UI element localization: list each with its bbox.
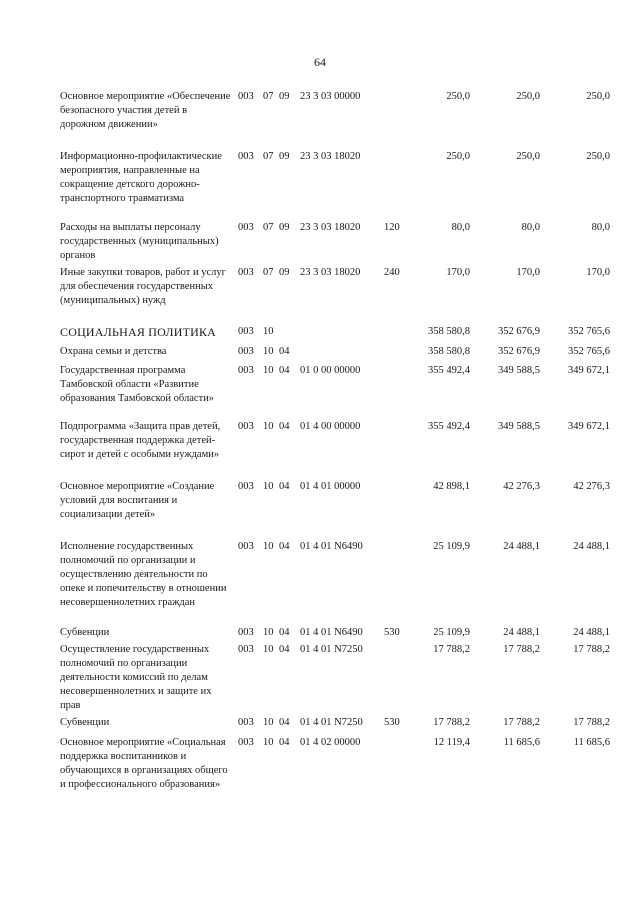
ministry-code: 003: [238, 346, 254, 357]
subsection-code: 04: [279, 346, 290, 357]
amount-year-1: 17 788,2: [433, 717, 470, 728]
amount-year-3: 349 672,1: [568, 421, 610, 432]
subsection-code: 09: [279, 267, 290, 278]
expense-type-code: 530: [384, 627, 400, 638]
row-name: СОЦИАЛЬНАЯ ПОЛИТИКА: [60, 325, 217, 339]
amount-year-1: 250,0: [446, 91, 470, 102]
target-article-code: 01 4 01 N6490: [300, 627, 363, 638]
ministry-code: 003: [238, 717, 254, 728]
ministry-code: 003: [238, 541, 254, 552]
amount-year-1: 355 492,4: [428, 365, 470, 376]
section-code: 10: [263, 737, 274, 748]
expense-type-code: 530: [384, 717, 400, 728]
subsection-code: 04: [279, 365, 290, 376]
row-name: Иные закупки товаров, работ и услуг для обеспечения государственных (муниципальных) нужд: [60, 267, 226, 306]
amount-year-2: 24 488,1: [503, 541, 540, 552]
amount-year-1: 12 119,4: [433, 737, 470, 748]
subsection-code: 09: [279, 222, 290, 233]
amount-year-1: 170,0: [446, 267, 470, 278]
row-name: Подпрограмма «Защита прав детей, государственная поддержка детей-сирот и детей с особыми нуждами»: [60, 421, 221, 460]
subsection-code: 09: [279, 91, 290, 102]
row-name: Осуществление государственных полномочий по организации деятельности комиссий по делам несовершеннолетних и защите их прав: [60, 644, 212, 711]
row-name: Основное мероприятие «Социальная поддержка воспитанников и обучающихся в организациях общего и профессионального образования»: [60, 737, 228, 790]
amount-year-2: 11 685,6: [503, 737, 540, 748]
row-name: Субвенции: [60, 717, 110, 728]
ministry-code: 003: [238, 91, 254, 102]
section-code: 10: [263, 717, 274, 728]
section-code: 10: [263, 627, 274, 638]
section-code: 10: [263, 346, 274, 357]
amount-year-1: 25 109,9: [433, 627, 470, 638]
section-code: 10: [263, 326, 274, 337]
amount-year-2: 349 588,5: [498, 365, 540, 376]
amount-year-1: 42 898,1: [433, 481, 470, 492]
subsection-code: 04: [279, 717, 290, 728]
ministry-code: 003: [238, 644, 254, 655]
target-article-code: 23 3 03 18020: [300, 151, 361, 162]
subsection-code: 04: [279, 421, 290, 432]
ministry-code: 003: [238, 267, 254, 278]
row-name: Информационно-профилактические мероприятия, направленные на сокращение детского дорожно-транспортного травматизма: [60, 151, 222, 204]
amount-year-3: 80,0: [591, 222, 610, 233]
row-name: Основное мероприятие «Обеспечение безопасного участия детей в дорожном движении»: [60, 91, 231, 130]
section-code: 07: [263, 267, 274, 278]
target-article-code: 01 4 01 N6490: [300, 541, 363, 552]
amount-year-2: 250,0: [516, 91, 540, 102]
amount-year-3: 250,0: [586, 91, 610, 102]
row-name: Расходы на выплаты персоналу государственных (муниципальных) органов: [60, 222, 219, 261]
amount-year-2: 80,0: [521, 222, 540, 233]
target-article-code: 23 3 03 18020: [300, 267, 361, 278]
section-code: 07: [263, 222, 274, 233]
amount-year-2: 170,0: [516, 267, 540, 278]
expense-type-code: 120: [384, 222, 400, 233]
amount-year-3: 170,0: [586, 267, 610, 278]
ministry-code: 003: [238, 481, 254, 492]
subsection-code: 04: [279, 644, 290, 655]
amount-year-1: 358 580,8: [428, 326, 470, 337]
ministry-code: 003: [238, 222, 254, 233]
target-article-code: 01 4 01 N7250: [300, 717, 363, 728]
row-name: Государственная программа Тамбовской области «Развитие образования Тамбовской области»: [60, 365, 215, 404]
amount-year-1: 17 788,2: [433, 644, 470, 655]
amount-year-2: 349 588,5: [498, 421, 540, 432]
amount-year-3: 250,0: [586, 151, 610, 162]
amount-year-3: 42 276,3: [573, 481, 610, 492]
ministry-code: 003: [238, 326, 254, 337]
target-article-code: 01 4 00 00000: [300, 421, 361, 432]
section-code: 10: [263, 365, 274, 376]
ministry-code: 003: [238, 151, 254, 162]
amount-year-2: 250,0: [516, 151, 540, 162]
section-code: 10: [263, 421, 274, 432]
amount-year-3: 349 672,1: [568, 365, 610, 376]
amount-year-3: 352 765,6: [568, 326, 610, 337]
target-article-code: 01 4 01 00000: [300, 481, 361, 492]
amount-year-2: 17 788,2: [503, 644, 540, 655]
amount-year-1: 355 492,4: [428, 421, 470, 432]
subsection-code: 04: [279, 481, 290, 492]
amount-year-3: 24 488,1: [573, 541, 610, 552]
subsection-code: 04: [279, 627, 290, 638]
target-article-code: 23 3 03 00000: [300, 91, 361, 102]
ministry-code: 003: [238, 421, 254, 432]
target-article-code: 23 3 03 18020: [300, 222, 361, 233]
row-name: Субвенции: [60, 627, 110, 638]
amount-year-2: 42 276,3: [503, 481, 540, 492]
ministry-code: 003: [238, 365, 254, 376]
section-code: 10: [263, 541, 274, 552]
row-name: Исполнение государственных полномочий по организации и осуществлению деятельности по опеке и попечительству в отношении несовершеннолетних граждан: [60, 541, 227, 608]
subsection-code: 09: [279, 151, 290, 162]
page-number: 64: [314, 55, 326, 69]
subsection-code: 04: [279, 541, 290, 552]
amount-year-1: 25 109,9: [433, 541, 470, 552]
row-name: Охрана семьи и детства: [60, 346, 167, 357]
amount-year-2: 352 676,9: [498, 346, 540, 357]
target-article-code: 01 4 02 00000: [300, 737, 361, 748]
amount-year-1: 80,0: [451, 222, 470, 233]
amount-year-3: 17 788,2: [573, 644, 610, 655]
section-code: 07: [263, 151, 274, 162]
section-code: 10: [263, 481, 274, 492]
row-name: Основное мероприятие «Создание условий для воспитания и социализации детей»: [60, 481, 215, 520]
amount-year-3: 17 788,2: [573, 717, 610, 728]
amount-year-2: 352 676,9: [498, 326, 540, 337]
amount-year-3: 24 488,1: [573, 627, 610, 638]
section-code: 10: [263, 644, 274, 655]
amount-year-1: 358 580,8: [428, 346, 470, 357]
amount-year-2: 17 788,2: [503, 717, 540, 728]
amount-year-2: 24 488,1: [503, 627, 540, 638]
ministry-code: 003: [238, 627, 254, 638]
ministry-code: 003: [238, 737, 254, 748]
section-code: 07: [263, 91, 274, 102]
amount-year-3: 352 765,6: [568, 346, 610, 357]
amount-year-1: 250,0: [446, 151, 470, 162]
subsection-code: 04: [279, 737, 290, 748]
amount-year-3: 11 685,6: [573, 737, 610, 748]
target-article-code: 01 0 00 00000: [300, 365, 361, 376]
expense-type-code: 240: [384, 267, 400, 278]
target-article-code: 01 4 01 N7250: [300, 644, 363, 655]
